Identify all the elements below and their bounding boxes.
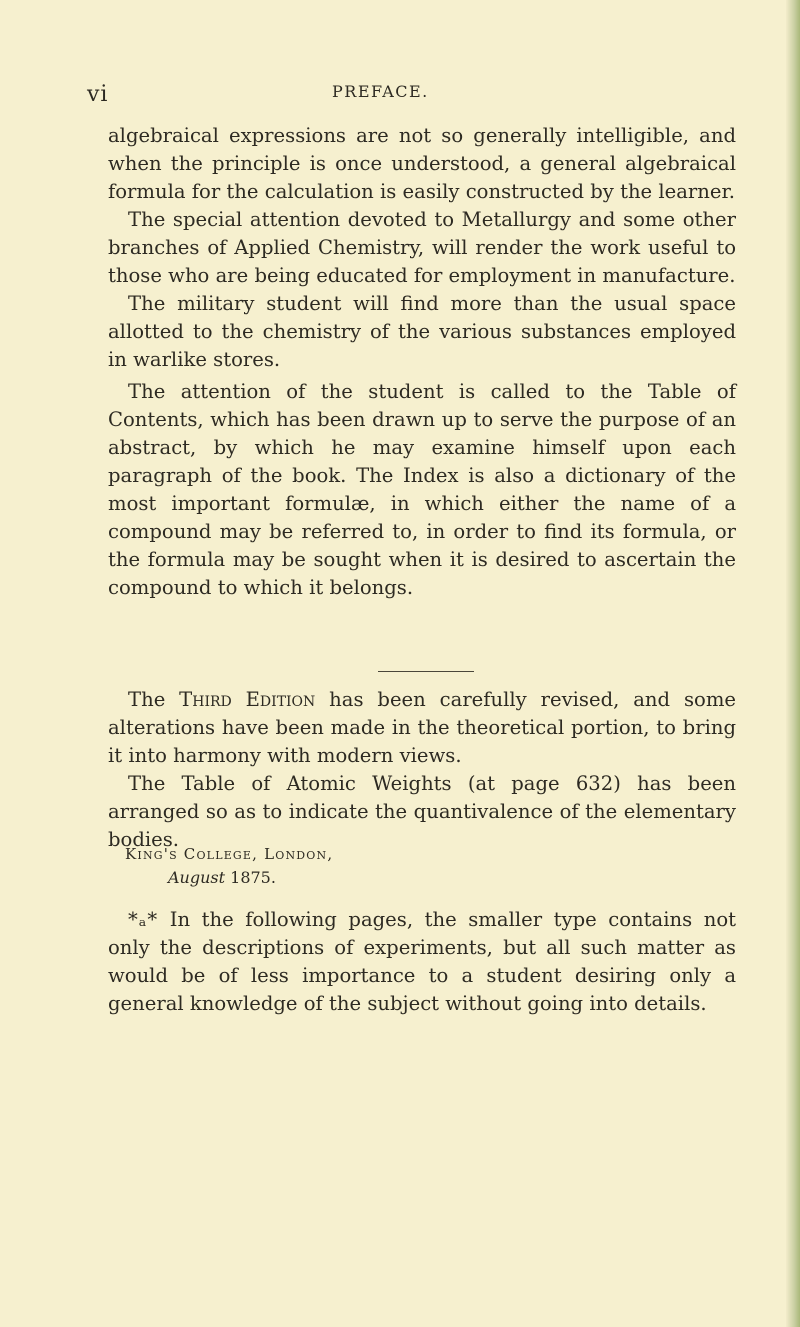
signature-place: King's College, London,	[125, 845, 334, 863]
page-edge-shadow	[786, 0, 800, 1327]
note-text: In the following pages, the smaller type contains not only the descriptions of experiments, but all such matter as would be of less importance to a student desiring only a general knowledge of the subject without going into details.	[108, 908, 736, 1015]
paragraph-metallurgy: The special attention devoted to Metallurgy and some other branches of Applied Chemistry, will render the work useful to those who are being educated for employment in manufacture.	[108, 208, 736, 287]
page-number: vi	[87, 82, 109, 107]
paragraph-third-edition	[108, 686, 736, 770]
paragraph-note	[108, 906, 736, 1018]
signature-date	[168, 868, 276, 887]
third-edition-rest: has been carefully revised, and some alterations have been made in the theoretical portion, to bring it into harmony with modern views.	[108, 688, 736, 767]
section-rule	[378, 671, 474, 672]
third-edition-lead: The	[128, 688, 180, 711]
signature-month: August	[168, 868, 226, 887]
asterism-mark: *ₐ*	[128, 908, 159, 931]
page-header	[0, 82, 800, 106]
signature-year: 1875.	[225, 868, 276, 887]
running-head: PREFACE.	[332, 82, 429, 101]
paragraph-continuation: algebraical expressions are not so generally intelligible, and when the principle is once understood, a general algebraical formula for the calculation is easily constructed by the learner.	[108, 124, 736, 203]
third-edition-smallcaps: Third Edition	[179, 688, 316, 711]
paragraph-contents-index: The attention of the student is called to the Table of Contents, which has been drawn up to serve the purpose of an abstract, by which he may examine himself upon each paragraph of the book. The Index is also a dictionary of the most important formulæ, in which either the name of a compound may be referred to, in order to find its formula, or the formula may be sought when it is desired to ascertain the compound to which it belongs.	[108, 380, 736, 599]
paragraph-atomic-weights: The Table of Atomic Weights (at page 632) has been arranged so as to indicate the quantivalence of the elementary bodies.	[108, 772, 736, 851]
paragraph-military: The military student will find more than the usual space allotted to the chemistry of the various substances employed in warlike stores.	[108, 292, 736, 371]
